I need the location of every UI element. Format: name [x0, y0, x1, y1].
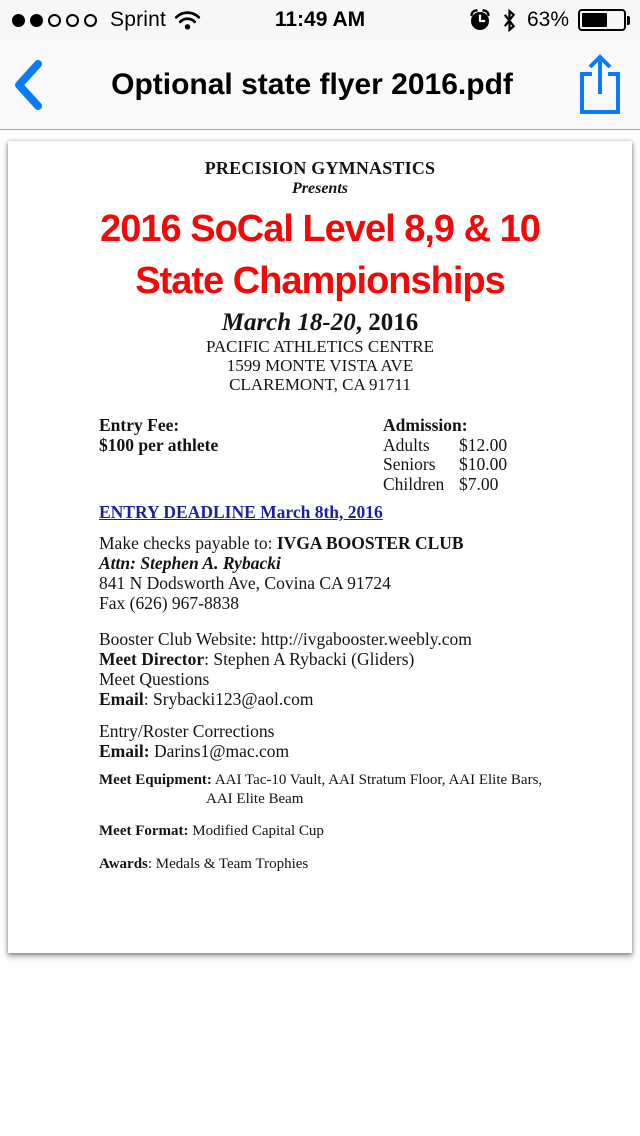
equipment-line1 [99, 771, 606, 790]
checks-prefix: Make checks payable to: [99, 533, 277, 553]
nav-bar [0, 40, 640, 130]
share-button[interactable] [560, 54, 640, 116]
awards-label: Awards [99, 856, 148, 872]
director-value: : Stephen A Rybacki (Gliders) [204, 649, 415, 669]
admission-row [383, 436, 507, 456]
equipment-block [99, 771, 606, 809]
wifi-icon [174, 10, 201, 31]
back-button[interactable] [0, 59, 64, 111]
signal-dot-filled [12, 14, 25, 27]
email-label: Email: [99, 741, 150, 761]
flyer-date [8, 309, 632, 337]
admission-row [383, 455, 507, 475]
email-label: Email [99, 689, 144, 709]
email-value: Darins1@mac.com [149, 741, 290, 761]
format-label: Meet Format: [99, 823, 189, 839]
flyer-presents: Presents [292, 180, 348, 197]
status-right-group [459, 8, 640, 33]
bluetooth-icon [501, 8, 518, 33]
venue-name: PACIFIC ATHLETICS CENTRE [206, 337, 434, 356]
admission-price: $12.00 [459, 434, 508, 455]
status-bar [0, 0, 640, 40]
email-line [99, 741, 606, 761]
carrier-label: Sprint [110, 8, 167, 31]
director-label: Meet Director [99, 649, 205, 669]
roster-line: Entry/Roster Corrections [99, 721, 275, 741]
flyer-title-line1: 2016 SoCal Level 8,9 & 10 [100, 208, 540, 250]
roster-block [99, 721, 606, 761]
share-icon [576, 54, 624, 116]
flyer-title-line2: State Championships [135, 260, 505, 302]
signal-dot-filled [30, 14, 43, 27]
attn-line: Attn: Stephen A. Rybacki [99, 553, 281, 573]
questions-line: Meet Questions [99, 669, 210, 689]
website-line: Booster Club Website: http://ivgabooster.weebly.com [99, 629, 472, 649]
entry-fee-label: Entry Fee: [99, 415, 180, 435]
email-line [99, 689, 606, 709]
director-line [99, 649, 606, 669]
entry-fee-block [99, 416, 383, 494]
status-left-group [0, 8, 201, 32]
admission-price: $10.00 [459, 454, 508, 474]
entry-deadline: ENTRY DEADLINE March 8th, 2016 [99, 502, 383, 522]
format-value: Modified Capital Cup [188, 823, 324, 839]
checks-line [99, 533, 606, 553]
fax-line: Fax (626) 967-8838 [99, 593, 239, 613]
flyer-date-range: March 18-20 [221, 309, 356, 336]
awards-line [99, 855, 606, 874]
checks-block [99, 533, 606, 613]
fee-admission-section [99, 416, 606, 494]
entry-fee-value: $100 per athlete [99, 434, 219, 455]
flyer-title [8, 203, 632, 307]
signal-dot-empty [48, 14, 61, 27]
battery-icon [578, 9, 630, 31]
flyer-venue [8, 337, 632, 394]
admission-label: Admission: [383, 415, 468, 435]
signal-dot-empty [66, 14, 79, 27]
admission-category: Children [383, 473, 445, 494]
venue-street: 1599 MONTE VISTA AVE [226, 356, 414, 375]
admission-category: Seniors [383, 454, 436, 474]
checks-payee: IVGA BOOSTER CLUB [276, 533, 464, 553]
email-value: : Srybacki123@aol.com [143, 689, 314, 709]
admission-block [383, 416, 507, 494]
equipment-value: AAI Tac-10 Vault, AAI Stratum Floor, AAI Elite Bars, [211, 772, 543, 788]
alarm-clock-icon [468, 8, 492, 32]
signal-dots-icon [12, 14, 102, 27]
awards-value: : Medals & Team Trophies [147, 856, 309, 872]
contact-block [99, 629, 606, 709]
venue-city: CLAREMONT, CA 91711 [229, 375, 411, 394]
pdf-page [8, 141, 632, 953]
document-scroll-area[interactable] [0, 130, 640, 1136]
equipment-line2: AAI Elite Beam [206, 791, 304, 807]
chevron-left-icon [12, 59, 44, 111]
document-title: Optional state flyer 2016.pdf [111, 67, 513, 101]
address-line: 841 N Dodsworth Ave, Covina CA 91724 [99, 573, 391, 593]
flyer-org-name: PRECISION GYMNASTICS [204, 158, 436, 178]
equipment-label: Meet Equipment: [99, 772, 212, 788]
signal-dot-empty [84, 14, 97, 27]
battery-percent-label: 63% [526, 8, 569, 31]
admission-row [383, 475, 507, 495]
clock-label: 11:49 AM [274, 8, 366, 31]
admission-category: Adults [383, 434, 430, 455]
flyer-date-year: , 2016 [355, 309, 419, 336]
admission-price: $7.00 [459, 473, 499, 494]
format-line [99, 822, 606, 841]
